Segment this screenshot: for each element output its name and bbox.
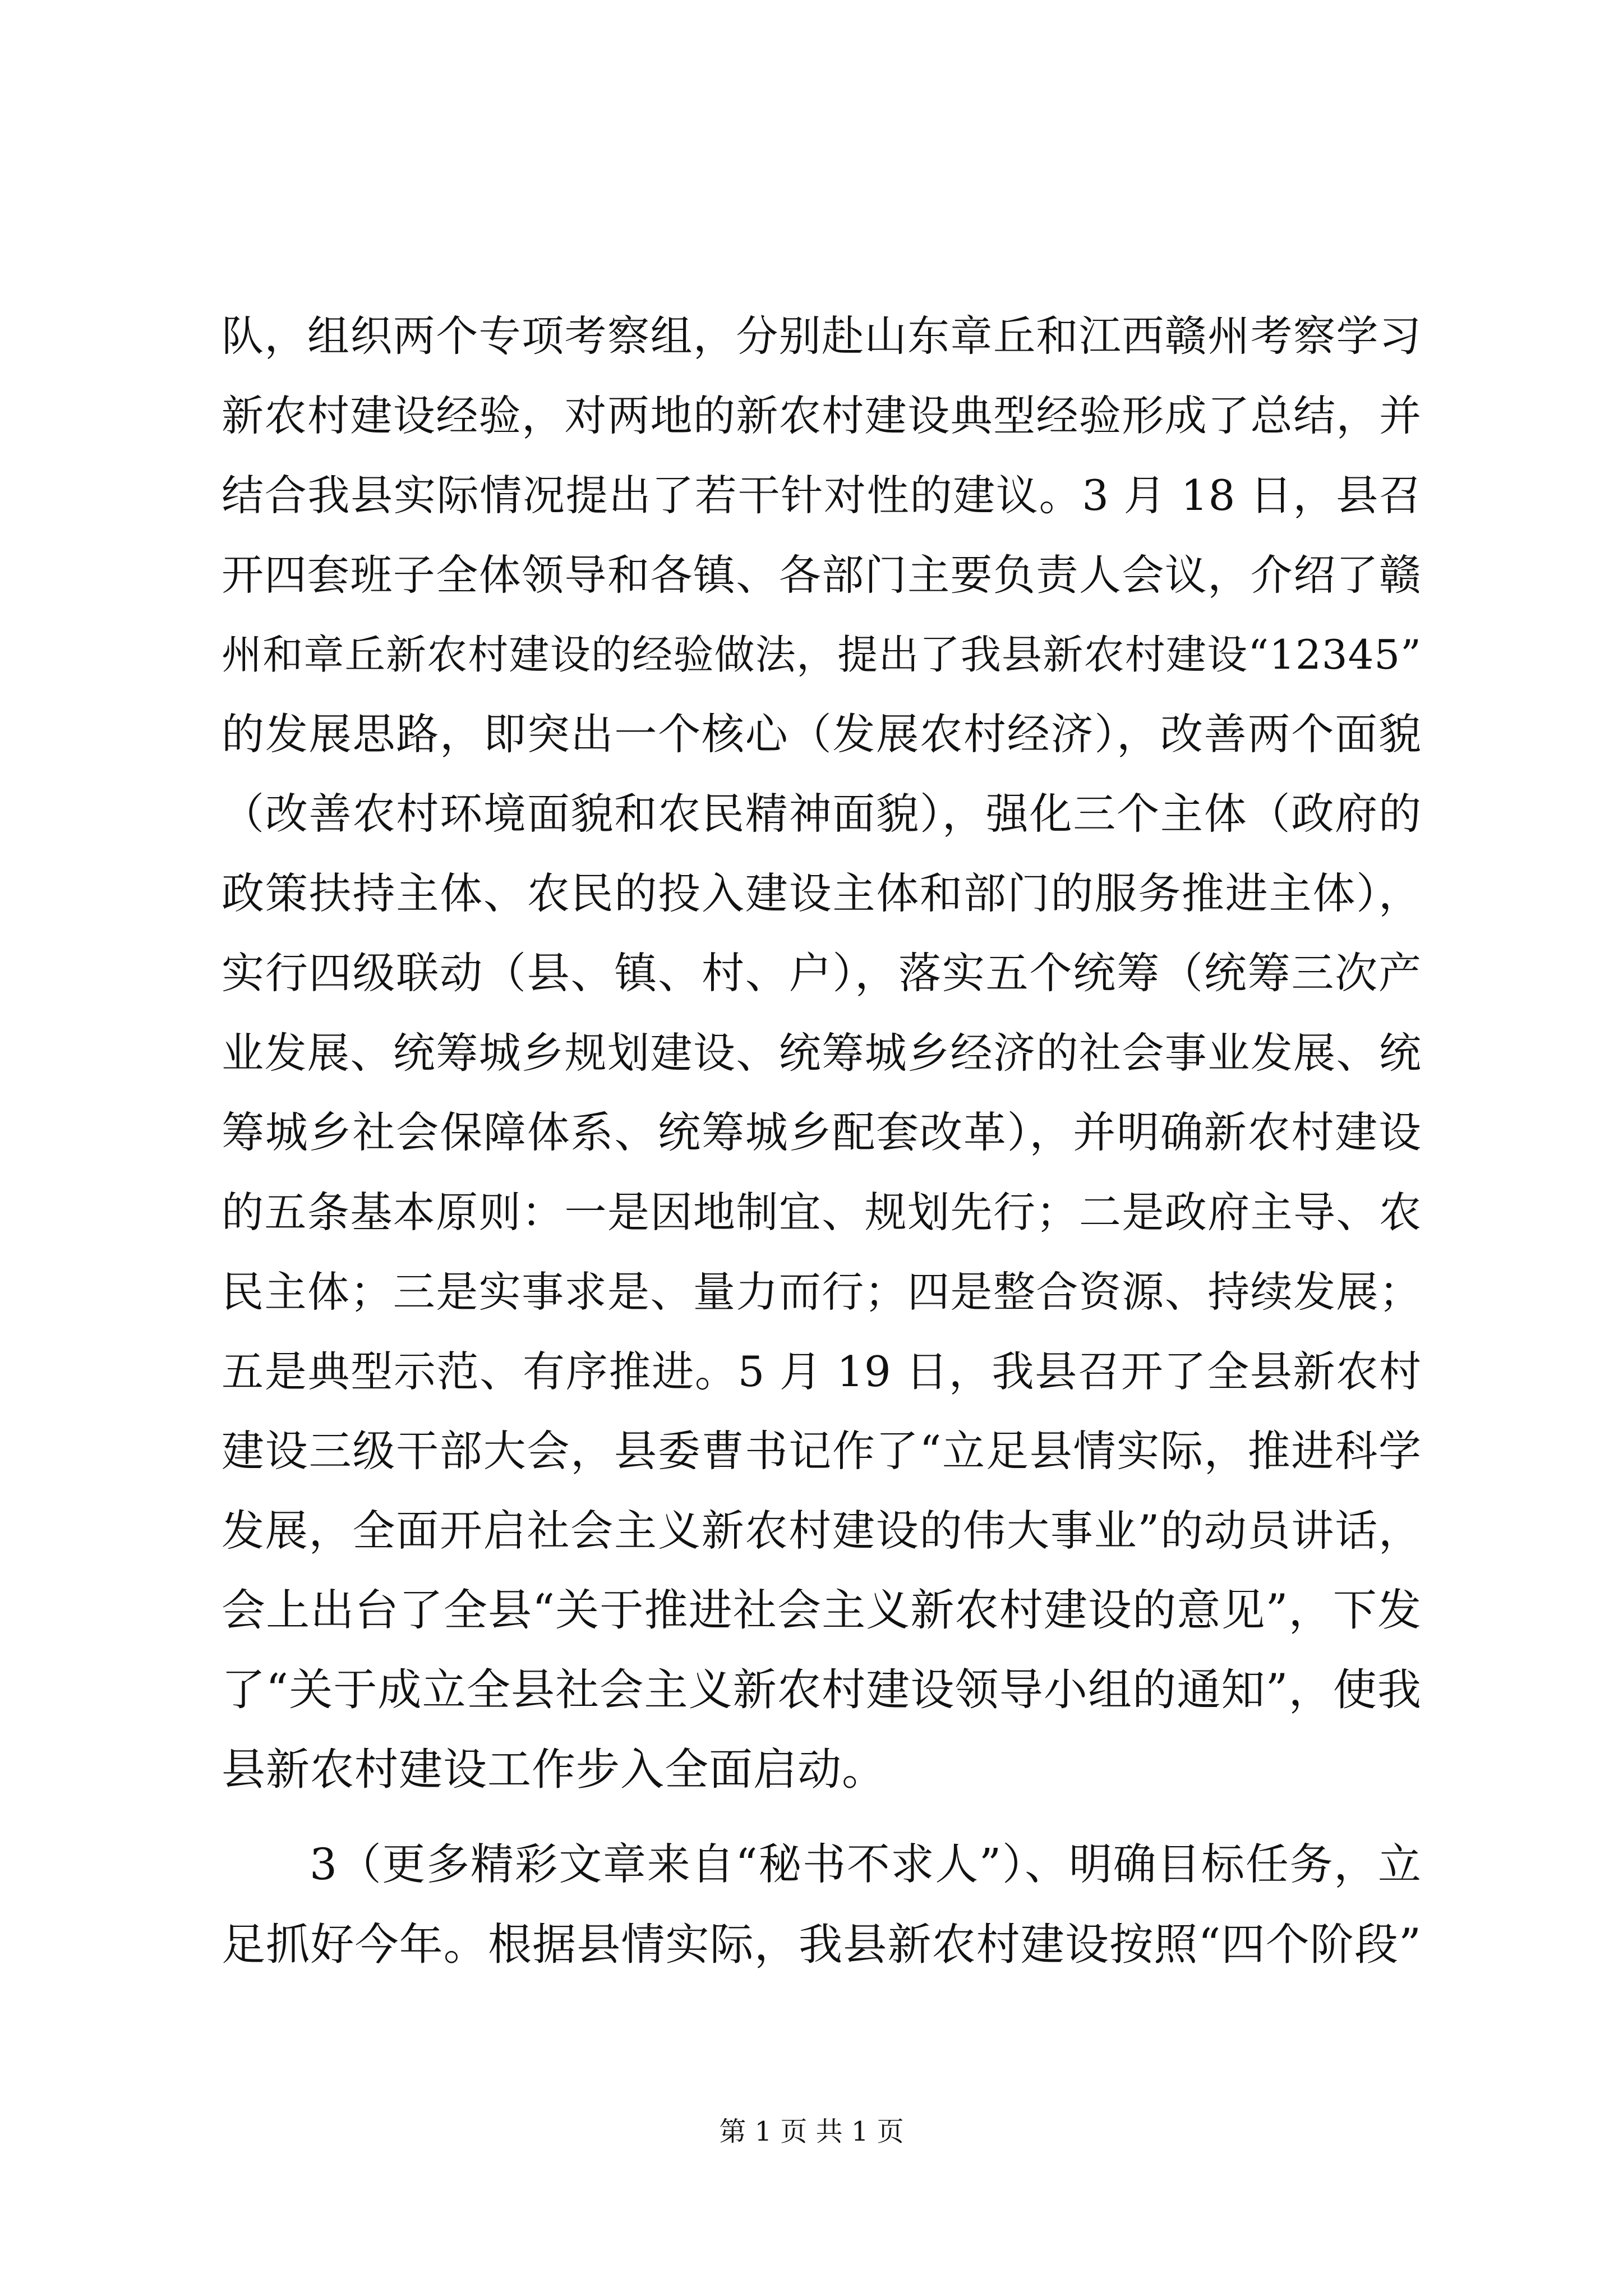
text-line: 县新农村建设工作步入全面启动。 [222,1745,887,1795]
text-line: 结合我县实际情况提出了若干针对性的建议。3 月 18 日，县召 [222,471,1422,520]
text-line: 五是典型示范、有序推进。5 月 19 日，我县召开了全县新农村 [222,1347,1422,1396]
text-line: 开四套班子全体领导和各镇、各部门主要负责人会议，介绍了赣 [222,550,1422,600]
document-body [222,296,1422,1985]
text-line: 的发展思路，即突出一个核心（发展农村经济），改善两个面貌 [222,709,1422,759]
text-line: 新农村建设经验，对两地的新农村建设典型经验形成了总结，并 [222,391,1422,440]
page-number-label: 第 1 页 共 1 页 [719,2116,904,2147]
paragraph [222,1825,1422,1985]
text-line: 发展，全面开启社会主义新农村建设的伟大事业”的动员讲话， [222,1506,1422,1556]
text-line: 业发展、统筹城乡规划建设、统筹城乡经济的社会事业发展、统 [222,1028,1422,1078]
text-line: 民主体；三是实事求是、量力而行；四是整合资源、持续发展； [222,1267,1422,1317]
text-line: 会上出台了全县“关于推进社会主义新农村建设的意见”，下发 [222,1585,1422,1636]
paragraph-gap [222,1810,1422,1825]
text-line: 实行四级联动（县、镇、村、户），落实五个统筹（统筹三次产 [222,948,1422,998]
text-line: 州和章丘新农村建设的经验做法，提出了我县新农村建设“12345” [222,631,1422,678]
text-line: 3（更多精彩文章来自“秘书不求人”）、明确目标任务，立 [310,1840,1422,1890]
text-line: 政策扶持主体、农民的投入建设主体和部门的服务推进主体）， [222,868,1422,918]
text-line: 足抓好今年。根据县情实际，我县新农村建设按照“四个阶段” [222,1920,1422,1970]
text-line: 队，组织两个专项考察组，分别赴山东章丘和江西赣州考察学习 [222,311,1422,361]
text-line: （改善农村环境面貌和农民精神面貌），强化三个主体（政府的 [222,789,1422,839]
paragraph [222,296,1422,1810]
text-line: 了“关于成立全县社会主义新农村建设领导小组的通知”，使我 [222,1665,1422,1715]
page-footer [0,2115,1623,2148]
text-line: 建设三级干部大会，县委曹书记作了“立足县情实际，推进科学 [222,1426,1422,1476]
text-line: 筹城乡社会保障体系、统筹城乡配套改革），并明确新农村建设 [222,1107,1422,1157]
text-line: 的五条基本原则：一是因地制宜、规划先行；二是政府主导、农 [222,1188,1422,1237]
